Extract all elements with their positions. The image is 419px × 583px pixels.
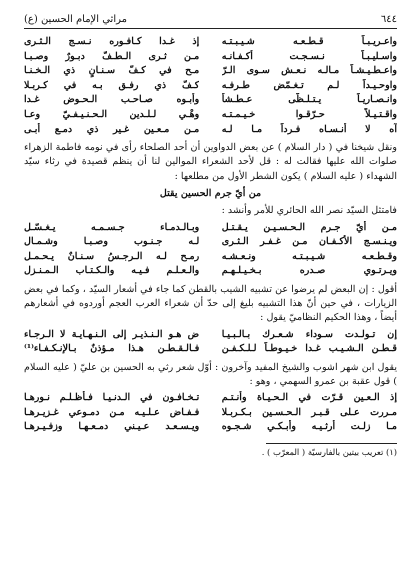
verse-line <box>24 328 397 343</box>
hemistich-first: مـررت عـلى قـبـر الـحـسـين بـكـربـلا <box>221 406 397 418</box>
verse-line <box>24 50 397 65</box>
hemistich-first: مـن أيّ جـرم الـحـسـيـن يـقـتـل <box>221 221 397 233</box>
hemistich-first: إذ الـعـين قـرّت في الـحـيـاة وأنـتـم <box>221 392 397 404</box>
verse-line <box>24 406 397 421</box>
verse-line <box>24 420 397 435</box>
hemistich-second: ض هـو الـنـذيـر إلى الـنـهـايـة لا الـرجـاء <box>24 328 200 340</box>
hemistich-second: والـعـلـم فـيـه والـكـتـاب الـمـنـزل <box>24 265 200 277</box>
hemistich-second: رمـح لـه الـرجـسُ سـنـانٌ يـحـمـل <box>24 250 200 262</box>
verse-line <box>24 64 397 79</box>
hemistich-second: وبـالـدمـاء جـسـمـه يـغـسّـل <box>24 221 200 233</box>
hemistich-second: مـن ثـرى الـطـفّ دبـورٌ وصـبـا <box>24 50 200 62</box>
hemistich-first: واعـريـبـاً قـطـعـه شـيـبـتـه <box>221 36 397 47</box>
verse-line <box>24 108 397 123</box>
centered-verse: من أيّ جرم الحسين يقتل <box>159 187 262 199</box>
hemistich-first: ويـرتـوي صـدره بـخـيـلـهـم <box>221 265 397 277</box>
hemistich-second: مـن مـعـين غـير ذي دمـع أبـى <box>24 123 200 135</box>
poem-block-4 <box>24 391 397 435</box>
page-header <box>24 14 397 29</box>
verse-line <box>24 264 397 279</box>
hemistich-first: وقـطـعـه شـيـبـتـه ونـعـشـه <box>221 250 397 262</box>
verse-line <box>24 250 397 265</box>
verse-line <box>24 79 397 94</box>
hemistich-first: واقـتـيـلاً حـرّقـوا خـيـمـتـه <box>221 108 397 120</box>
verse-line <box>24 235 397 250</box>
footnote-divider <box>266 443 397 444</box>
hemistich-first: ويـنـسـج الأكـفـان مـن غـفـر الـثـرى <box>221 236 397 248</box>
verse-line <box>24 221 397 236</box>
hemistich-second: مـح في كـفّ سـنـانٍ ذي الـخـنـا <box>24 65 200 77</box>
hemistich-second: فـالـقـطـن هـذا مـؤذنٌ بـالإنـكـفـاء⁽¹⁾ <box>24 343 200 355</box>
prose-paragraph-3: أقول : إن البعض لم يرضوا عن تشبيه الشيب بالقطن كما جاء في أشعار السيّد ، وكما في بعض الزيارات ، في حين أنّ هذا التشبيه بليغ إلى حدّ أن شعراء العرب العجم أوردوه في أشعارهم أيضاً ، وهذا الحكيم النظاميّ يقول : <box>24 283 397 324</box>
hemistich-second: لـه جـنـوب وصـبـا وشـمـال <box>24 236 200 248</box>
poem-block-2 <box>24 221 397 279</box>
hemistich-second: وأبـوه صـاحـب الـحـوض غـدا <box>24 94 200 106</box>
hemistich-first: آه لا أنـسـاه فـرداً مـا لـه <box>221 123 397 135</box>
verse-line <box>24 391 397 406</box>
hemistich-second: إذ غـدا كـافـوره نـسـج الـثـرى <box>24 36 200 47</box>
prose-paragraph-2: فامتثل السيّد نصر الله الحائري للأمر وأنشد : <box>221 205 397 217</box>
footnote: (١) تعريب بيتين بالفارسيّة ( المعرّب ) . <box>261 446 397 457</box>
hemistich-second: ويـسـعـد عـيـني دمـعـهـا وزفـيـرهـا <box>24 421 200 433</box>
running-title: مراثي الإمام الحسين (ع) <box>24 14 127 25</box>
hemistich-first: وانـصـاريـاً يـتـلـظّى عـطـشاً <box>221 94 397 106</box>
verse-line <box>24 93 397 108</box>
hemistich-second: كـفّ ذي رفـق بـه في كـربـلا <box>24 79 200 91</box>
hemistich-second: تـخـافـون في الـدنـيـا فـأظـلـم نـورهـا <box>24 392 200 404</box>
hemistich-first: واعـطـيـشـاً مـالـه نـعـش سـوى الـرّ <box>221 65 397 77</box>
hemistich-first: إن تـولـدت سـوداء شـعـرك بـالـبـيـا <box>221 328 397 340</box>
hemistich-first: واوحـيـداً لـم تـغـمّض طـرفـه <box>221 79 397 91</box>
hemistich-first: واسـليـبـاً نـسـجـت أكـفـانـه <box>221 50 397 62</box>
prose-paragraph-4: يقول ابن شهر اشوب والشيخ المفيد وآخرون : أوّل شعر رثي به الحسين بن عليّ ( عليه السلام ) قول عقبة بن عمرو السهمي ، وهو : <box>24 361 397 387</box>
page-number: ٦٤٤ <box>380 14 397 25</box>
hemistich-first: قـطـن الـشـيـب غـدا خـيـوطـاً لـلـكـفـن <box>221 343 397 355</box>
verse-line <box>24 123 397 138</box>
verse-line <box>24 35 397 50</box>
poem-block-1 <box>24 35 397 137</box>
hemistich-first: مـا زلـت أرثـيـه وأبـكـي شـجـوه <box>221 421 397 433</box>
hemistich-second: وهْـي لـلـدين الـحـنـيـفـيّ وعـا <box>24 108 200 120</box>
verse-line <box>24 342 397 357</box>
poem-block-3 <box>24 328 397 357</box>
prose-paragraph-1: ونقل شيخنا في ( دار السلام ) عن بعض الدواوين أن أحد الصلحاء رأى في نومه فاطمة الزهراء صلوات الله عليها فقالت له : قل لأحد الشعراء الموالين لنا أن ينظم قصيدة في رثاء سيّد الشهداء ( عليه السلام ) يكون الشطر الأول من مطلعها : <box>24 142 397 182</box>
hemistich-second: فـفـاض عـلـيـه مـن دمـوعي غـزيـرهـا <box>24 406 200 418</box>
